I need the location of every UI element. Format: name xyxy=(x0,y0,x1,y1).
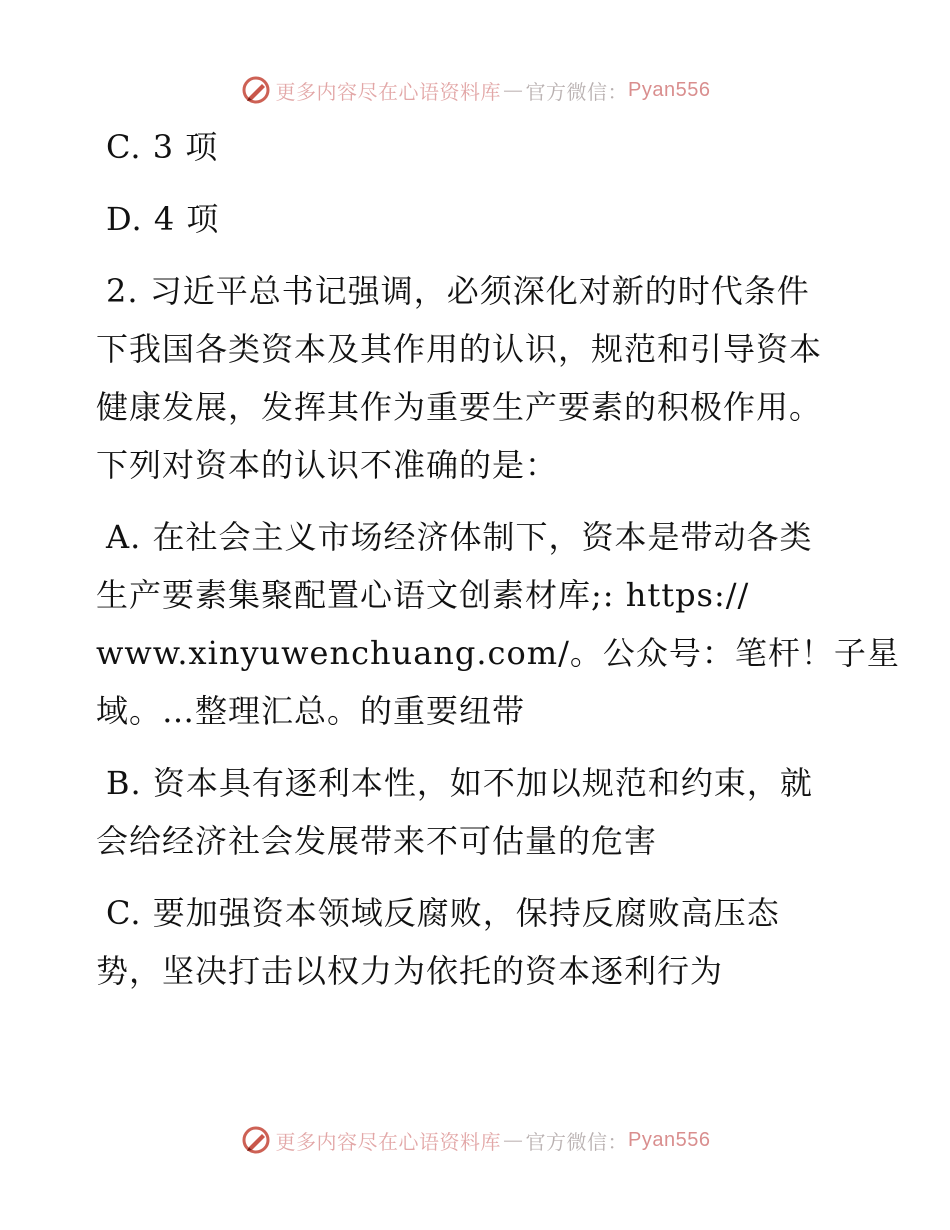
option-b-line: B. 资本具有逐利本性，如不加以规范和约束，就 xyxy=(106,764,813,802)
question-line: 下我国各类资本及其作用的认识，规范和引导资本 xyxy=(96,330,823,368)
watermark-separator: — xyxy=(503,1128,524,1152)
watermark-separator: — xyxy=(503,78,524,102)
watermark-text: 更多内容尽在心语资料库 xyxy=(275,1129,502,1154)
option-a-line: 生产要素集聚配置心语文创素材库;: https:// xyxy=(96,576,750,614)
watermark-account-id: Pyan556 xyxy=(628,1128,711,1151)
pen-logo-icon xyxy=(240,1124,272,1156)
option-c-line: C. 要加强资本领域反腐败，保持反腐败高压态 xyxy=(106,894,780,932)
option-a-line: 域。…整理汇总。的重要纽带 xyxy=(96,692,526,730)
footer-watermark xyxy=(0,1120,950,1160)
document-body xyxy=(96,118,900,1000)
question-line: 2. 习近平总书记强调，必须深化对新的时代条件 xyxy=(106,272,810,310)
option-c xyxy=(96,884,856,1000)
watermark-official-label: 官方微信： xyxy=(525,79,629,104)
watermark-text: 更多内容尽在心语资料库 xyxy=(275,79,502,104)
prev-option-d: D. 4 项 xyxy=(106,200,220,238)
prev-option-c: C. 3 项 xyxy=(106,128,219,166)
question-line: 健康发展，发挥其作为重要生产要素的积极作用。 xyxy=(96,388,823,426)
option-a xyxy=(96,508,900,740)
option-b-line: 会给经济社会发展带来不可估量的危害 xyxy=(96,822,658,860)
option-a-line: A. 在社会主义市场经济体制下，资本是带动各类 xyxy=(106,518,813,556)
header-watermark xyxy=(0,70,950,110)
pen-logo-icon xyxy=(240,74,272,106)
question-line: 下列对资本的认识不准确的是： xyxy=(96,446,559,484)
watermark-official-label: 官方微信： xyxy=(525,1129,629,1154)
option-c-line: 势，坚决打击以权力为依托的资本逐利行为 xyxy=(96,952,724,990)
question-2 xyxy=(96,262,856,494)
option-b xyxy=(96,754,856,870)
watermark-account-id: Pyan556 xyxy=(628,78,711,101)
option-a-line: www.xinyuwenchuang.com/。公众号：笔杆！子星 xyxy=(96,634,900,672)
